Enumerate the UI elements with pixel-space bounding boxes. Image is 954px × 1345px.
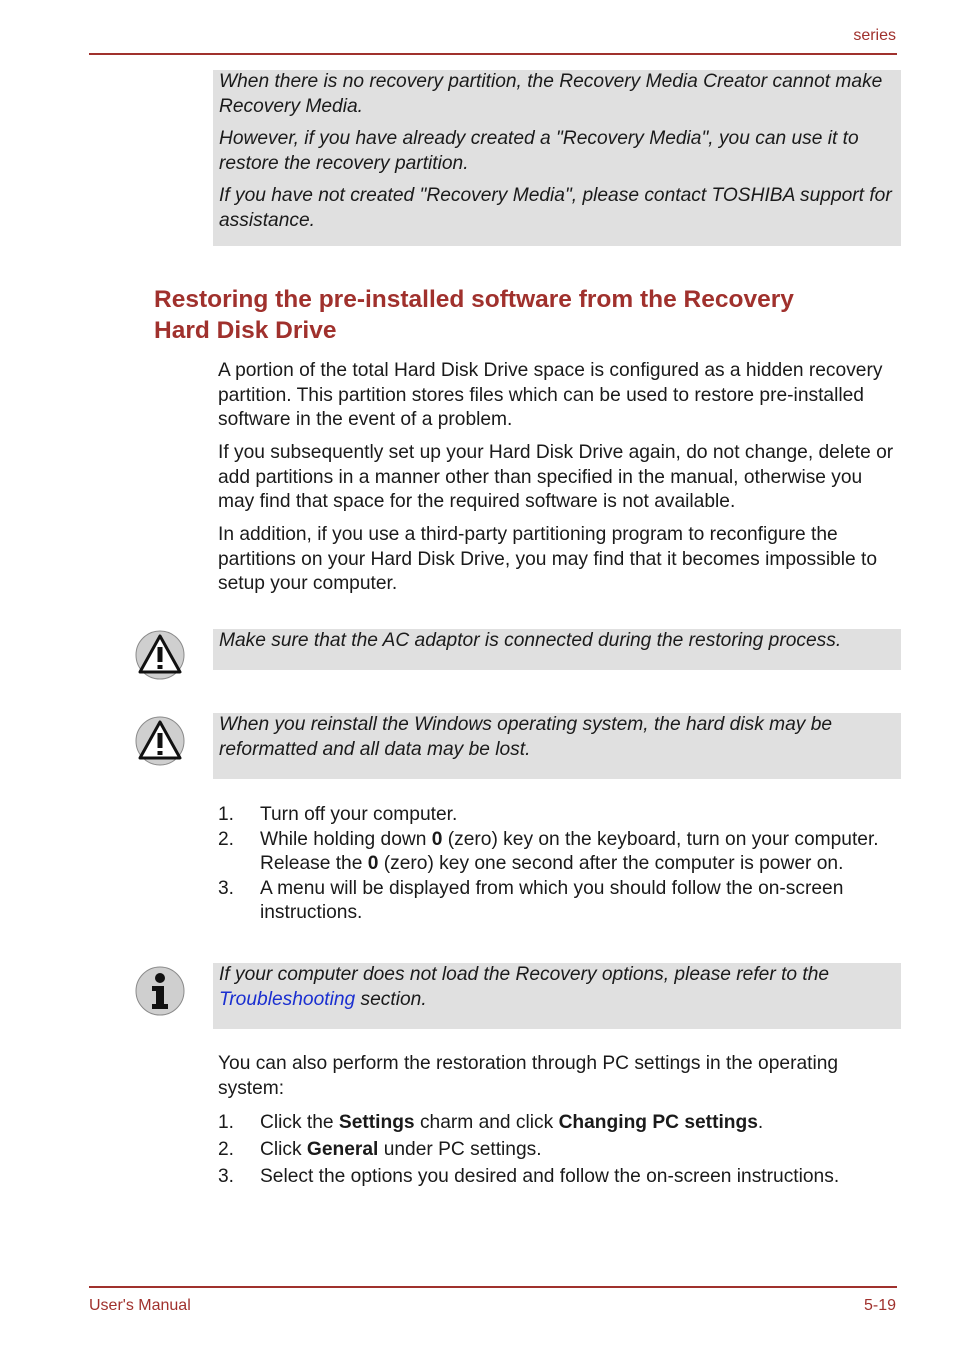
step-text: While holding down 0 (zero) key on the keyboard, turn on your computer. Release the 0 (zero) key one second after the computer is power on. [260, 828, 879, 874]
body-paragraph: If you subsequently set up your Hard Disk Drive again, do not change, delete or add partitions in a manner other than specified in the manual, otherwise you may find that space for the required software is not available. [218, 442, 894, 512]
warning-icon [135, 630, 185, 680]
running-header: series [853, 27, 896, 44]
step-text: Select the options you desired and follow the on-screen instructions. [260, 1166, 840, 1187]
header-rule [89, 53, 897, 55]
step-number: 1. [218, 1112, 235, 1133]
body-paragraph: You can also perform the restoration through PC settings in the operating system: [218, 1053, 839, 1099]
warning-text: When you reinstall the Windows operating system, the hard disk may be reformatted and all data may be lost. [219, 714, 833, 760]
warning-note-reinstall [213, 713, 901, 779]
step-number: 2. [218, 828, 235, 850]
info-note-recovery-options [213, 963, 901, 1029]
warning-icon [135, 716, 185, 766]
step-text: A menu will be displayed from which you should follow the on-screen instructions. [260, 877, 844, 923]
note-line: However, if you have already created a "Recovery Media", you can use it to restore the recovery partition. [219, 128, 859, 174]
info-text: If your computer does not load the Recovery options, please refer to the Troubleshooting section. [219, 964, 830, 1010]
step-text: Click the Settings charm and click Changing PC settings. [260, 1112, 764, 1133]
body-paragraph: A portion of the total Hard Disk Drive space is configured as a hidden recovery partition. This partition stores files which can be used to restore pre-installed software in the event of a problem. [218, 360, 883, 430]
step-number: 2. [218, 1139, 235, 1160]
pc-settings-steps-list [218, 1109, 903, 1190]
list-item [218, 828, 903, 877]
list-item [218, 803, 903, 828]
page-number: 5-19 [863, 1297, 896, 1314]
step-text: Turn off your computer. [260, 804, 458, 825]
step-number: 3. [218, 877, 235, 899]
footer-rule [89, 1286, 897, 1288]
troubleshooting-link[interactable]: Troubleshooting [219, 988, 356, 1010]
list-item [218, 1163, 903, 1190]
info-icon [135, 966, 185, 1016]
note-line: If you have not created "Recovery Media", please contact TOSHIBA support for assistance. [219, 185, 892, 231]
warning-text: Make sure that the AC adaptor is connected during the restoring process. [219, 630, 842, 651]
step-number: 1. [218, 804, 235, 825]
body-paragraph: In addition, if you use a third-party partitioning program to reconfigure the partitions on your Hard Disk Drive, you may find that it becomes impossible to setup your computer. [218, 524, 878, 594]
list-item [218, 1109, 903, 1136]
note-line: When there is no recovery partition, the Recovery Media Creator cannot make Recovery Media. [219, 71, 883, 117]
alt-intro [218, 1052, 903, 1107]
list-item [218, 1136, 903, 1163]
warning-note-ac-adaptor [213, 629, 901, 670]
footer-manual-title: User's Manual [89, 1297, 191, 1314]
step-number: 3. [218, 1166, 235, 1187]
note-box-recovery-partition [213, 70, 901, 246]
step-text: Click General under PC settings. [260, 1139, 542, 1160]
list-item [218, 877, 903, 926]
restore-steps-list [218, 803, 903, 926]
section-body [218, 359, 903, 605]
section-title: Restoring the pre-installed software from the Recovery Hard Disk Drive [154, 286, 794, 344]
